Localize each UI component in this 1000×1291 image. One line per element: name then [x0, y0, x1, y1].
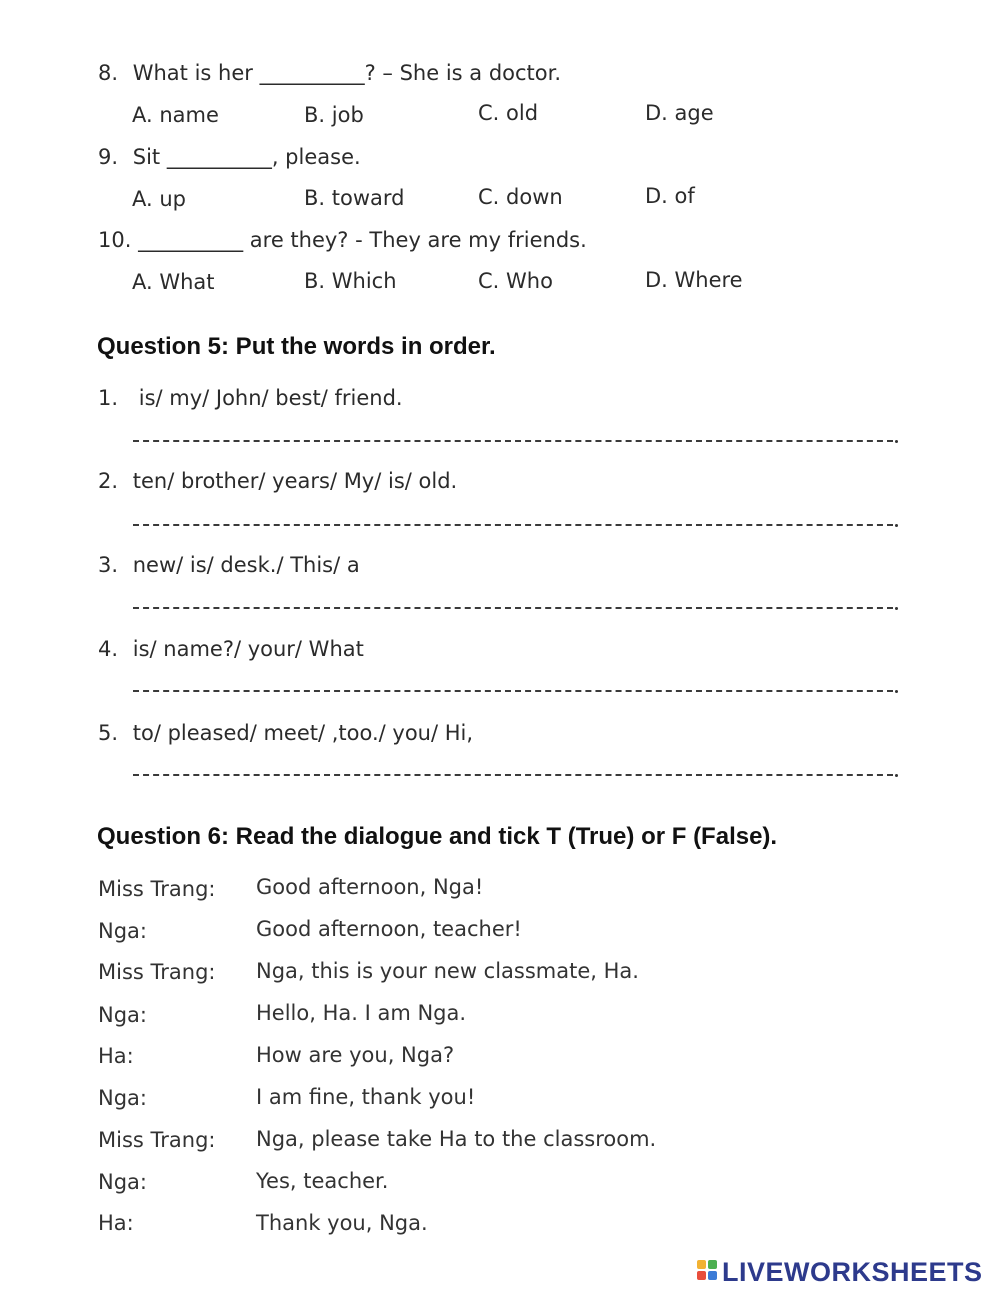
option-a[interactable]: A. name [132, 103, 219, 127]
dialogue-speaker: Miss Trang: [98, 960, 216, 984]
dialogue-speaker: Ha: [98, 1211, 134, 1235]
item-number: 3. [98, 553, 119, 577]
section-heading: Question 6: Read the dialogue and tick T (True) or F (False). [97, 823, 778, 850]
dialogue-speaker: Miss Trang: [98, 1128, 216, 1152]
reorder-item-1 [98, 385, 403, 411]
question-number: 8. [98, 61, 119, 85]
reorder-item-4 [98, 636, 364, 662]
question-text-after: ? – She is a doctor. [364, 61, 562, 85]
question-text-before: What is her [132, 61, 253, 85]
option-c[interactable]: C. Who [478, 269, 553, 293]
question-text-before: Sit [132, 145, 161, 169]
scrambled-words: ten/ brother/ years/ My/ is/ old. [132, 469, 458, 493]
option-b[interactable]: B. toward [304, 186, 405, 210]
dialogue-line: Good afternoon, teacher! [256, 917, 522, 941]
item-number: 4. [98, 637, 119, 661]
dialogue-speaker: Nga: [98, 1086, 147, 1110]
answer-line[interactable] [133, 607, 893, 609]
dialogue-line: How are you, Nga? [256, 1043, 455, 1067]
dialogue-speaker: Nga: [98, 919, 147, 943]
section-heading: Question 5: Put the words in order. [97, 333, 496, 360]
option-b[interactable]: B. Which [304, 269, 397, 293]
question-number: 9. [98, 145, 119, 169]
reorder-item-5 [98, 720, 473, 746]
dialogue-line: Nga, this is your new classmate, Ha. [256, 959, 639, 983]
dialogue-line: Good afternoon, Nga! [256, 875, 484, 899]
answer-line[interactable] [133, 774, 893, 776]
option-d[interactable]: D. of [645, 184, 695, 208]
reorder-item-3 [98, 552, 360, 578]
dialogue-speaker: Nga: [98, 1003, 147, 1027]
reorder-item-2 [98, 468, 457, 494]
answer-line[interactable] [133, 524, 893, 526]
option-c[interactable]: C. old [478, 101, 539, 125]
dialogue-speaker: Nga: [98, 1170, 147, 1194]
dialogue-line: Yes, teacher. [256, 1169, 389, 1193]
option-a[interactable]: A. up [132, 187, 186, 211]
line-end-dot [895, 774, 898, 777]
answer-line[interactable] [133, 440, 893, 442]
dialogue-line: I am fine, thank you! [256, 1085, 476, 1109]
answer-line[interactable] [133, 690, 893, 692]
dialogue-line: Nga, please take Ha to the classroom. [256, 1127, 657, 1151]
question-text-after: , please. [271, 145, 361, 169]
answer-blank[interactable]: __________ [166, 145, 272, 169]
option-d[interactable]: D. Where [645, 268, 743, 292]
dialogue-speaker: Ha: [98, 1044, 134, 1068]
question-10 [98, 227, 587, 253]
answer-blank[interactable]: __________ [138, 228, 244, 252]
item-number: 1. [98, 386, 119, 410]
scrambled-words: is/ my/ John/ best/ friend. [138, 386, 403, 410]
scrambled-words: is/ name?/ your/ What [132, 637, 364, 661]
line-end-dot [895, 440, 898, 443]
answer-blank[interactable]: __________ [259, 61, 365, 85]
scrambled-words: new/ is/ desk./ This/ a [132, 553, 360, 577]
dialogue-line: Thank you, Nga. [256, 1211, 428, 1235]
question-8 [98, 60, 561, 86]
option-c[interactable]: C. down [478, 185, 563, 209]
dialogue-line: Hello, Ha. I am Nga. [256, 1001, 467, 1025]
question-9 [98, 144, 361, 170]
line-end-dot [895, 607, 898, 610]
line-end-dot [895, 524, 898, 527]
liveworksheets-logo-icon [697, 1260, 719, 1284]
option-b[interactable]: B. job [304, 103, 364, 127]
line-end-dot [895, 690, 898, 693]
dialogue-speaker: Miss Trang: [98, 877, 216, 901]
logo-text: LIVEWORKSHEETS [722, 1256, 983, 1287]
question-text-after: are they? - They are my friends. [249, 228, 587, 252]
question-number: 10. [98, 228, 132, 252]
item-number: 5. [98, 721, 119, 745]
scrambled-words: to/ pleased/ meet/ ,too./ you/ Hi, [132, 721, 474, 745]
option-a[interactable]: A. What [132, 270, 215, 294]
liveworksheets-logo[interactable] [697, 1255, 983, 1289]
option-d[interactable]: D. age [645, 101, 714, 125]
item-number: 2. [98, 469, 119, 493]
